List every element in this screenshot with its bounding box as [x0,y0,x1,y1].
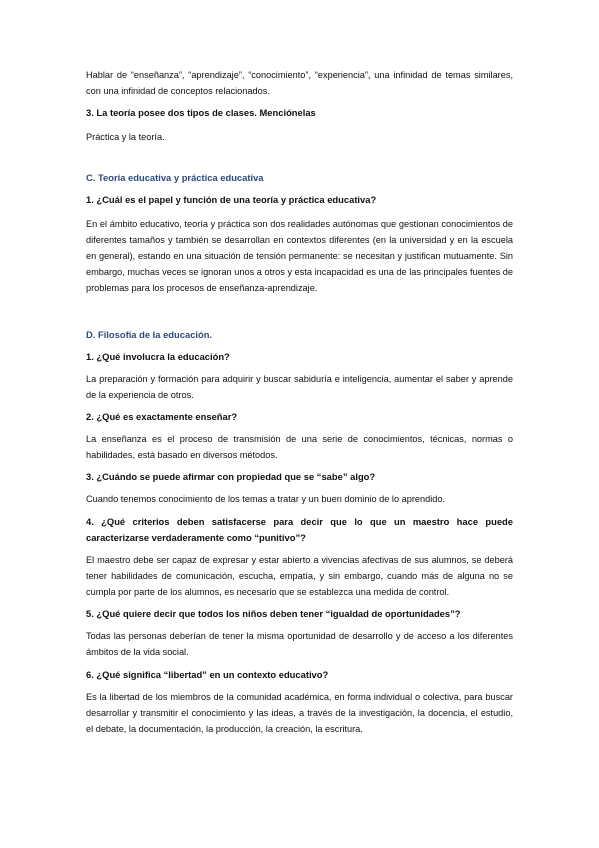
answer-paragraph: La preparación y formación para adquirir y buscar sabiduría e inteligencia, aumentar el saber y aprende de la experiencia de otros. [86,373,513,400]
answer-paragraph: El maestro debe ser capaz de expresar y estar abierto a vivencias afectivas de sus alumnos, se deberá tener habilidades de comunicación, escucha, empatía, y sin embargo, cuando más de alguna no se cumpla por parte de los alumnos, es necesario que se establezca una medida de control. [86,554,513,598]
question-heading: 3. La teoría posee dos tipos de clases. Menciónelas [86,107,316,119]
question-heading: 5. ¿Qué quiere decir que todos los niños deben tener “igualdad de oportunidades”? [86,608,461,620]
answer-paragraph: La enseñanza es el proceso de transmisión de una serie de conocimientos, técnicas, normas o habilidades, está basado en diversos métodos. [86,434,513,461]
answer-paragraph: Todas las personas deberían de tener la misma oportunidad de desarrollo y de acceso a los diferentes ámbitos de la vida social. [86,631,513,658]
intro-paragraph: Hablar de “enseñanza”, “aprendizaje”, “conocimiento”, “experiencia”, una infinidad de temas similares, con una infinidad de conceptos relacionados. [86,70,513,97]
answer-paragraph: Cuando tenemos conocimiento de los temas a tratar y un buen dominio de lo aprendido. [86,494,446,505]
answer-paragraph: Práctica y la teoría. [86,132,165,143]
answer-paragraph: En el ámbito educativo, teoría y práctica son dos realidades autónomas que gestionan conocimientos de diferentes tamaños y también se desarrollan en contextos diferentes (en la universidad y en la escuela en general), estando en una situación de tensión permanente: se necesitan y justifican mutuamente. Sin embargo, muchas veces se ignoran unos a otros y esta incapacidad es una de las principales fuentes de problemas para los procesos de enseñanza-aprendizaje. [86,218,513,294]
question-heading: 6. ¿Qué significa “libertad” en un contexto educativo? [86,668,329,680]
question-heading: 4. ¿Qué criterios deben satisfacerse para decir que lo que un maestro hace puede caracterizarse verdaderamente como “punitivo”? [86,515,513,543]
question-heading: 1. ¿Cuál es el papel y función de una teoría y práctica educativa? [86,193,377,205]
section-heading-c: C. Teoría educativa y práctica educativa [86,171,264,183]
answer-paragraph: Es la libertad de los miembros de la comunidad académica, en forma individual o colectiva, para buscar desarrollar y transmitir el conocimiento y las ideas, a través de la investigación, la docencia, el estudio, el debate, la documentación, la producción, la creación, la escritura. [86,691,513,735]
question-heading: 3. ¿Cuándo se puede afirmar con propiedad que se “sabe” algo? [86,471,376,483]
section-heading-d: D. Filosofía de la educación. [86,328,213,340]
question-heading: 2. ¿Qué es exactamente enseñar? [86,411,238,423]
question-heading: 1. ¿Qué involucra la educación? [86,350,230,362]
